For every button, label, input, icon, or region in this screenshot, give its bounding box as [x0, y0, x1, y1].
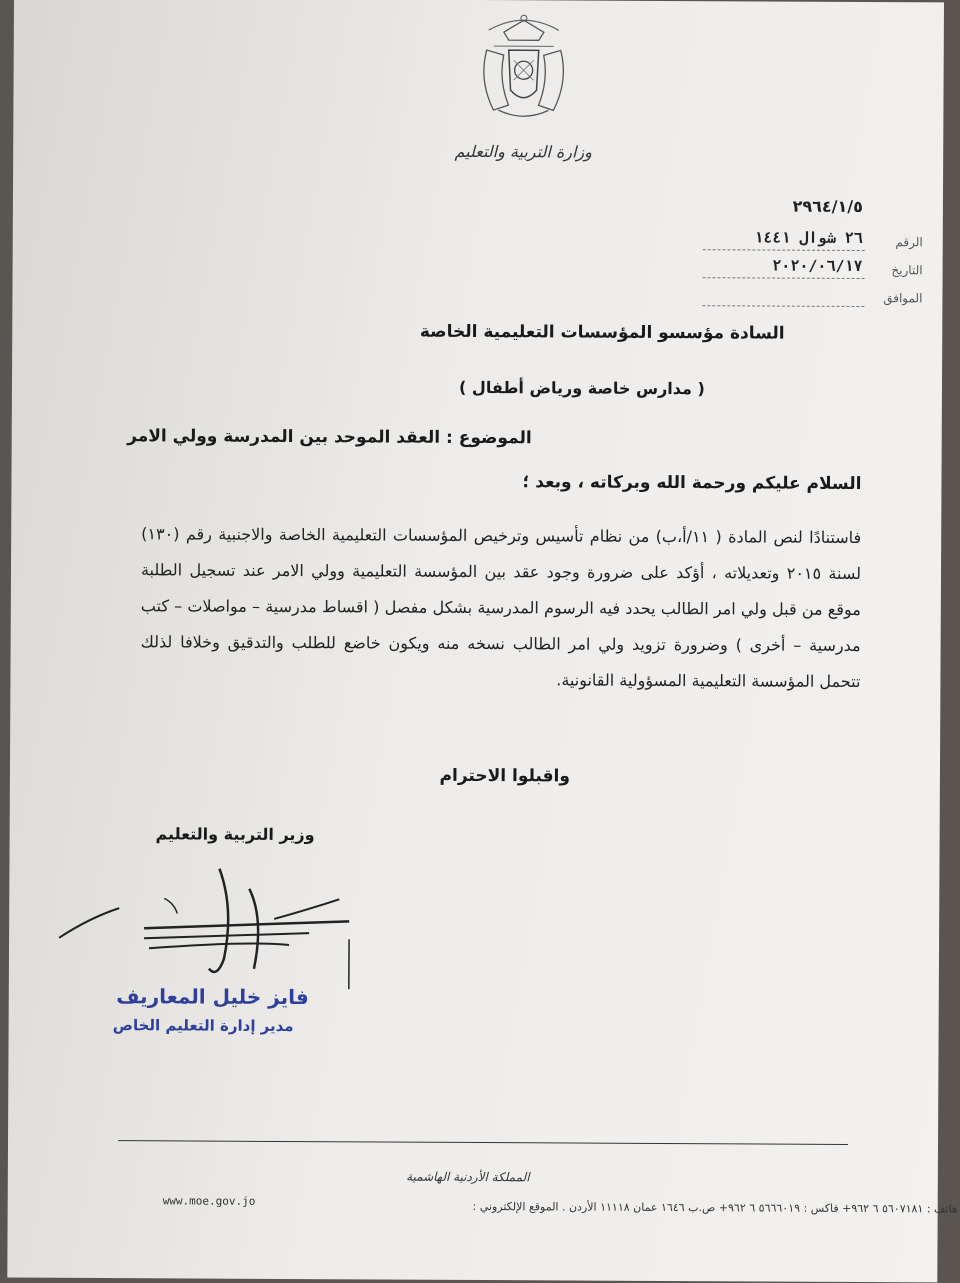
reference-number: ٢٩٦٤/١/٥: [792, 196, 863, 217]
footer-kingdom: المملكة الأردنية الهاشمية: [406, 1169, 530, 1185]
footer-website: www.moe.gov.jo: [162, 1194, 256, 1208]
corresponding-rule: [702, 305, 864, 307]
letter-page: [7, 0, 958, 1282]
subject-line: الموضوع : العقد الموحد بين المدرسة وولي الامر: [127, 426, 532, 449]
handwritten-signature: [49, 848, 370, 990]
letterhead: [423, 10, 624, 162]
royal-crest-icon: [468, 10, 579, 131]
reference-block: [702, 196, 923, 307]
hijri-date: ٢٦ شوال ١٤٤١: [754, 228, 863, 248]
date-label: التاريخ: [891, 263, 923, 278]
stamp-name: فايز خليل المعاريف: [116, 984, 309, 1010]
reference-number-label: الرقم: [895, 235, 923, 250]
letter-body: فاستنادًا لنص المادة ( ١١/أ،ب) من نظام تأسيس وترخيص المؤسسات التعليمية الخاصة والاجنبية رقم (١٣٠) لسنة ٢٠١٥ وتعديلاته ، أؤكد على ضرورة وجود عقد بين المؤسسة التعليمية وولي الامر عند تسجيل الطلبة موقع من قبل ولي امر الطالب يحدد فيه الرسوم المدرسية بشكل مفصل ( اقساط مدرسية – مواصلات – كتب مدرسية – أخرى ) وضرورة تزويد ولي امر الطالب نسخه منه ويكون خاضع للطلب والتدقيق وخلافا لذلك تتحمل المؤسسة التعليمية المسؤولية القانونية.: [140, 524, 862, 692]
gregorian-date: ٢٠٢٠/٠٦/١٧: [772, 256, 863, 276]
corresponding-label: الموافق: [883, 291, 923, 306]
closing: واقبلوا الاحترام: [439, 765, 570, 787]
ministry-name: وزارة التربية والتعليم: [454, 141, 592, 162]
stamp-role: مدير إدارة التعليم الخاص: [112, 1016, 294, 1036]
addressee-line: السادة مؤسسو المؤسسات التعليمية الخاصة: [419, 321, 785, 344]
greeting: السلام عليكم ورحمة الله وبركاته ، وبعد ؛: [522, 472, 862, 495]
signer-title: وزير التربية والتعليم: [155, 824, 315, 845]
footer-divider: [118, 1140, 848, 1145]
footer-contact: هاتف : ٥٦٠٧١٨١ ٦ ٩٦٢+ فاكس : ٥٦٦٦٠١٩ ٦ ٩٦٢+ ص.ب ١٦٤٦ عمان ١١١١٨ الأردن . الموقع الإلكتروني :: [472, 1199, 958, 1216]
addressee-subline: ( مدارس خاصة ورياض أطفال ): [459, 377, 705, 399]
